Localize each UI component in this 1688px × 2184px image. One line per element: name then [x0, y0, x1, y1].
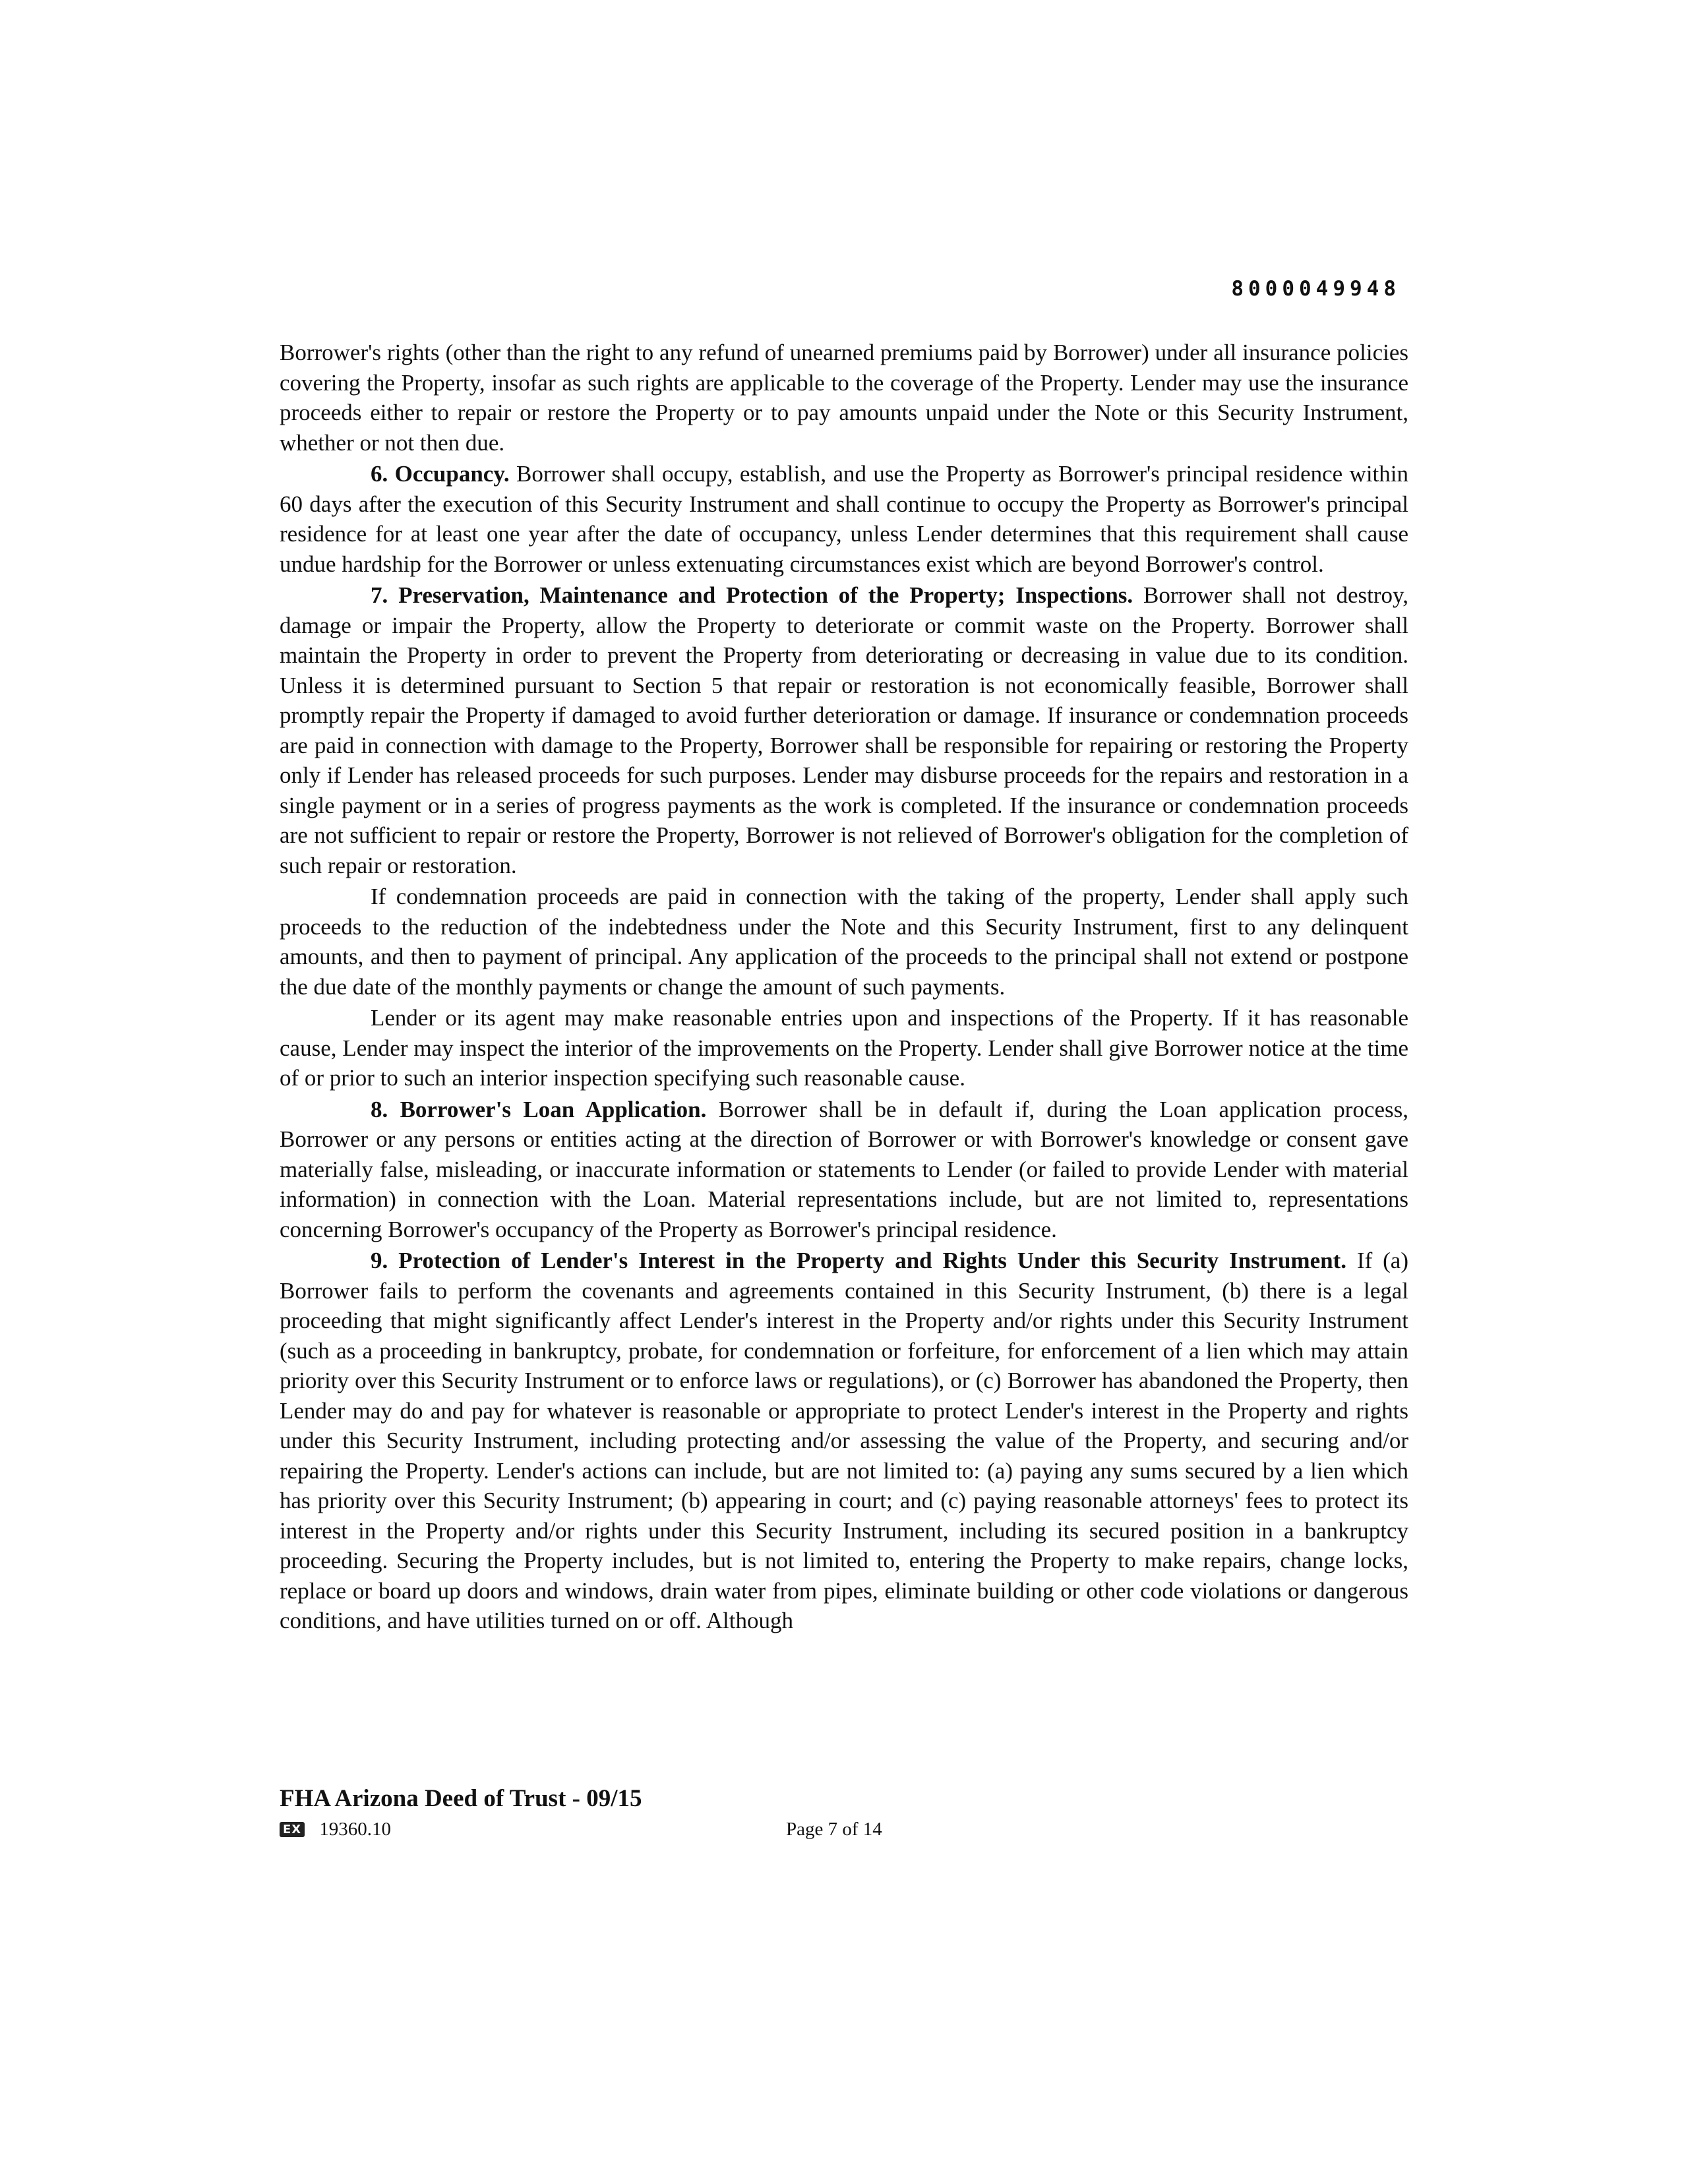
paragraph-section-8 — [280, 1095, 1408, 1245]
paragraph-insurance-rights — [280, 338, 1408, 458]
paragraph-text: Borrower shall not destroy, damage or impair the Property, allow the Property to deteriorate or commit waste on the Property. Borrower shall maintain the Property in order to prevent the Property from deteriorating or decreasing in value due to its condition. Unless it is determined pursuant to Section 5 that repair or restoration is not economically feasible, Borrower shall promptly repair the Property if damaged to avoid further deterioration or damage. If insurance or condemnation proceeds are paid in connection with damage to the Property, Borrower shall be responsible for repairing or restoring the Property only if Lender has released proceeds for such purposes. Lender may disburse proceeds for the repairs and restoration in a single payment or in a series of progress payments as the work is completed. If the insurance or condemnation proceeds are not sufficient to repair or restore the Property, Borrower is not relieved of Borrower's obligation for the completion of such repair or restoration. — [280, 582, 1408, 878]
paragraph-text: Borrower's rights (other than the right to any refund of unearned premiums paid by Borrower) under all insurance policies covering the Property, insofar as such rights are applicable to the coverage of the Property. Lender may use the insurance proceeds either to repair or restore the Property or to pay amounts unpaid under the Note or this Security Instrument, whether or not then due. — [280, 340, 1408, 456]
paragraph-condemnation-proceeds — [280, 882, 1408, 1002]
section-heading: 7. Preservation, Maintenance and Protection of the Property; Inspections. — [371, 582, 1133, 608]
page-number: Page 7 of 14 — [786, 1819, 882, 1840]
section-heading: 6. Occupancy. — [371, 461, 510, 487]
paragraph-text: Borrower shall occupy, establish, and use the Property as Borrower's principal residence within 60 days after the execution of this Security Instrument and shall continue to occupy the Property as Borrower's principal residence for at least one year after the date of occupancy, unless Lender determines that this requirement shall cause undue hardship for the Borrower or unless extenuating circumstances exist which are beyond Borrower's control. — [280, 461, 1408, 577]
paragraph-text: Borrower shall be in default if, during the Loan application process, Borrower or any persons or entities acting at the direction of Borrower or with Borrower's knowledge or consent gave materially false, misleading, or inaccurate information or statements to Lender (or failed to provide Lender with material information) in connection with the Loan. Material representations include, but are not limited to, representations concerning Borrower's occupancy of the Property as Borrower's principal residence. — [280, 1096, 1408, 1242]
paragraph-inspections — [280, 1003, 1408, 1093]
document-body — [280, 338, 1408, 1636]
form-code-line — [280, 1819, 391, 1840]
form-title: FHA Arizona Deed of Trust - 09/15 — [280, 1785, 642, 1812]
section-heading: 8. Borrower's Loan Application. — [371, 1096, 707, 1122]
paragraph-section-6 — [280, 459, 1408, 579]
ellie-mae-logo-icon: EX — [280, 1822, 305, 1837]
paragraph-text: If (a) Borrower fails to perform the covenants and agreements contained in this Security Instrument, (b) there is a legal proceeding that might significantly affect Lender's interest in the Property and/or rights under this Security Instrument (such as a proceeding in bankruptcy, probate, for condemnation or forfeiture, for enforcement of a lien which may attain priority over this Security Instrument or to enforce laws or regulations), or (c) Borrower has abandoned the Property, then Lender may do and pay for whatever is reasonable or appropriate to protect Lender's interest in the Property and rights under this Security Instrument, including protecting and/or assessing the value of the Property, and securing and/or repairing the Property. Lender's actions can include, but are not limited to: (a) paying any sums secured by a lien which has priority over this Security Instrument; (b) appearing in court; and (c) paying reasonable attorneys' fees to protect its interest in the Property and/or rights under this Security Instrument, including its secured position in a bankruptcy proceeding. Securing the Property includes, but is not limited to, entering the Property to make repairs, change locks, replace or board up doors and windows, drain water from pipes, eliminate building or other code violations or dangerous conditions, and have utilities turned on or off. Although — [280, 1248, 1408, 1633]
paragraph-section-7 — [280, 580, 1408, 880]
paragraph-section-9 — [280, 1246, 1408, 1636]
section-heading: 9. Protection of Lender's Interest in the Property and Rights Under this Security Instrument. — [371, 1248, 1346, 1273]
paragraph-text: If condemnation proceeds are paid in connection with the taking of the property, Lender shall apply such proceeds to the reduction of the indebtedness under the Note and this Security Instrument, first to any delinquent amounts, and then to payment of principal. Any application of the proceeds to the principal shall not extend or postpone the due date of the monthly payments or change the amount of such payments. — [280, 884, 1408, 1000]
loan-number: 8000049948 — [1231, 277, 1401, 301]
form-code: 19360.10 — [319, 1819, 391, 1840]
paragraph-text: Lender or its agent may make reasonable entries upon and inspections of the Property. If it has reasonable cause, Lender may inspect the interior of the improvements on the Property. Lender shall give Borrower notice at the time of or prior to such an interior inspection specifying such reasonable cause. — [280, 1005, 1408, 1091]
